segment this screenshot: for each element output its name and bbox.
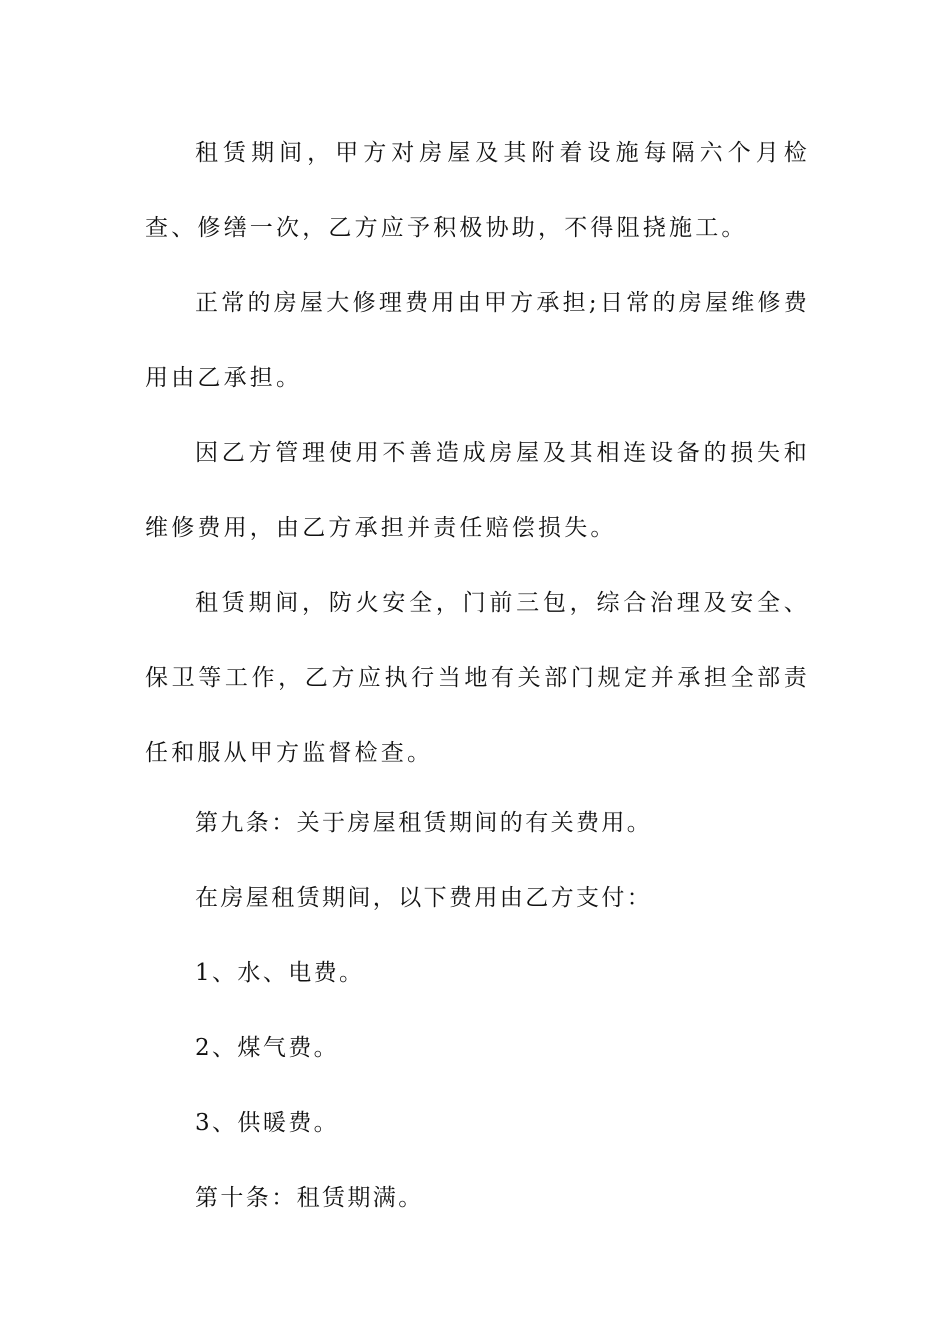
list-item-heating: 3、供暖费。 [195, 1110, 340, 1136]
paragraph-inspection-repair: 租赁期间，甲方对房屋及其附着设施每隔六个月检查、修缮一次，乙方应予积极协助，不得阻挠施工。 [145, 140, 810, 241]
list-item-water-electricity: 1、水、电费。 [195, 960, 365, 986]
paragraph-damage-liability: 因乙方管理使用不善造成房屋及其相连设备的损失和维修费用，由乙方承担并责任赔偿损失。 [145, 440, 810, 541]
article-nine-heading: 第九条：关于房屋租赁期间的有关费用。 [195, 810, 653, 836]
paragraph-fees-intro: 在房屋租赁期间，以下费用由乙方支付： [195, 885, 653, 911]
paragraph-repair-costs: 正常的房屋大修理费用由甲方承担;日常的房屋维修费用由乙承担。 [145, 290, 810, 391]
paragraph-safety-duties: 租赁期间，防火安全，门前三包，综合治理及安全、保卫等工作，乙方应执行当地有关部门规定并承担全部责任和服从甲方监督检查。 [145, 590, 810, 766]
list-item-gas: 2、煤气费。 [195, 1035, 340, 1061]
article-ten-heading: 第十条：租赁期满。 [195, 1185, 424, 1211]
